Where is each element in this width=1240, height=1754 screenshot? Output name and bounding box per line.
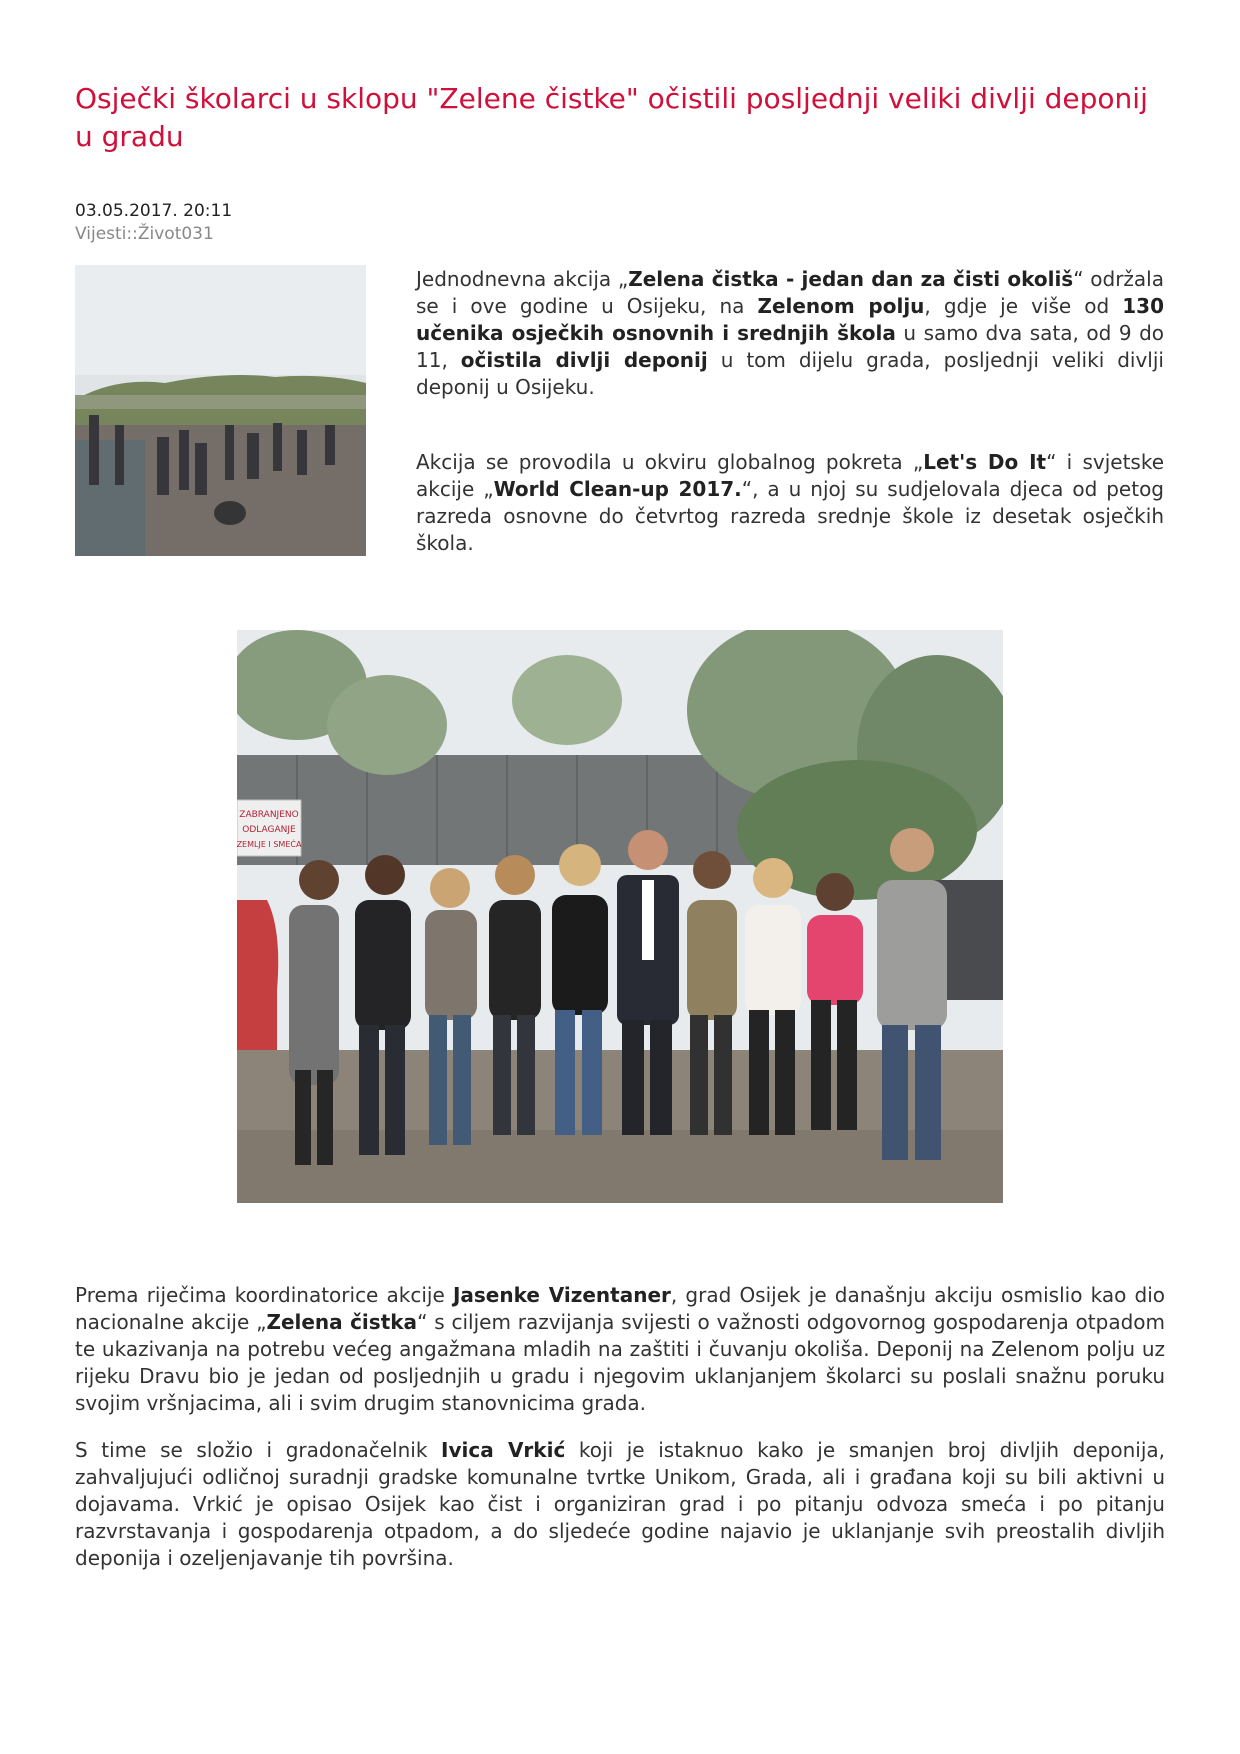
article-paragraph-4: S time se složio i gradonačelnik Ivica Vrkić koji je istaknuo kako je smanjen broj divljih deponija, zahvaljujući odličnoj suradnji gradske komunalne tvrtke Unikom, Grada, ali i građana koji su bili aktivni u dojavama. Vrkić je opisao Osijek kao čist i organiziran grad i po pitanju odvoza smeća i po pitanju razvrstavanja i gospodarenja otpadom, a do sljedeće godine najavio je uklanjanje svih preostalih divljih deponija i ozeljenjavanje tih površina. <box>75 1438 1165 1570</box>
article-category: Vijesti::Život031 <box>75 224 214 244</box>
sign-text-line-1: ZABRANJENO <box>239 810 299 820</box>
sign-text-line-2: ODLAGANJE <box>242 825 296 835</box>
article-group-photo <box>237 630 1003 1203</box>
article-lead-paragraph-2: Akcija se provodila u okviru globalnog pokreta „Let's Do It“ i svjetske akcije „World Clean-up 2017.“, a u njoj su sudjelovala djeca od petog razreda osnovne do četvrtog razreda srednje škole iz desetak osječkih škola. <box>416 450 1165 555</box>
article-lead-paragraph-1: Jednodnevna akcija „Zelena čistka - jedan dan za čisti okoliš“ održala se i ove godine u Osijeku, na Zelenom polju, gdje je više od 130 učenika osječkih osnovnih i srednjih škola u samo dva sata, od 9 do 11, očistila divlji deponij u tom dijelu grada, posljednji veliki divlji deponij u Osijeku. <box>416 267 1165 399</box>
article-paragraph-3: Prema riječima koordinatorice akcije Jasenke Vizentaner, grad Osijek je današnju akciju osmislio kao dio nacionalne akcije „Zelena čistka“ s ciljem razvijanja svijesti o važnosti odgovornog gospodarenja otpadom te ukazivanja na potrebu većeg angažmana mladih na zaštiti i čuvanju okoliša. Deponij na Zelenom polju uz rijeku Dravu bio je jedan od posljednjih u gradu i njegovim uklanjanjem školarci su poslali snažnu poruku svojim vršnjacima, ali i svim drugim stanovnicima grada. <box>75 1283 1166 1415</box>
article-thumbnail-photo <box>75 265 366 556</box>
article-datetime: 03.05.2017. 20:11 <box>75 201 233 221</box>
sign-text-line-3: ZEMLJE I SMEĆA <box>237 840 302 849</box>
article-title: Osječki školarci u sklopu "Zelene čistke" očistili posljednji veliki divlji deponij u gradu <box>75 82 1148 153</box>
